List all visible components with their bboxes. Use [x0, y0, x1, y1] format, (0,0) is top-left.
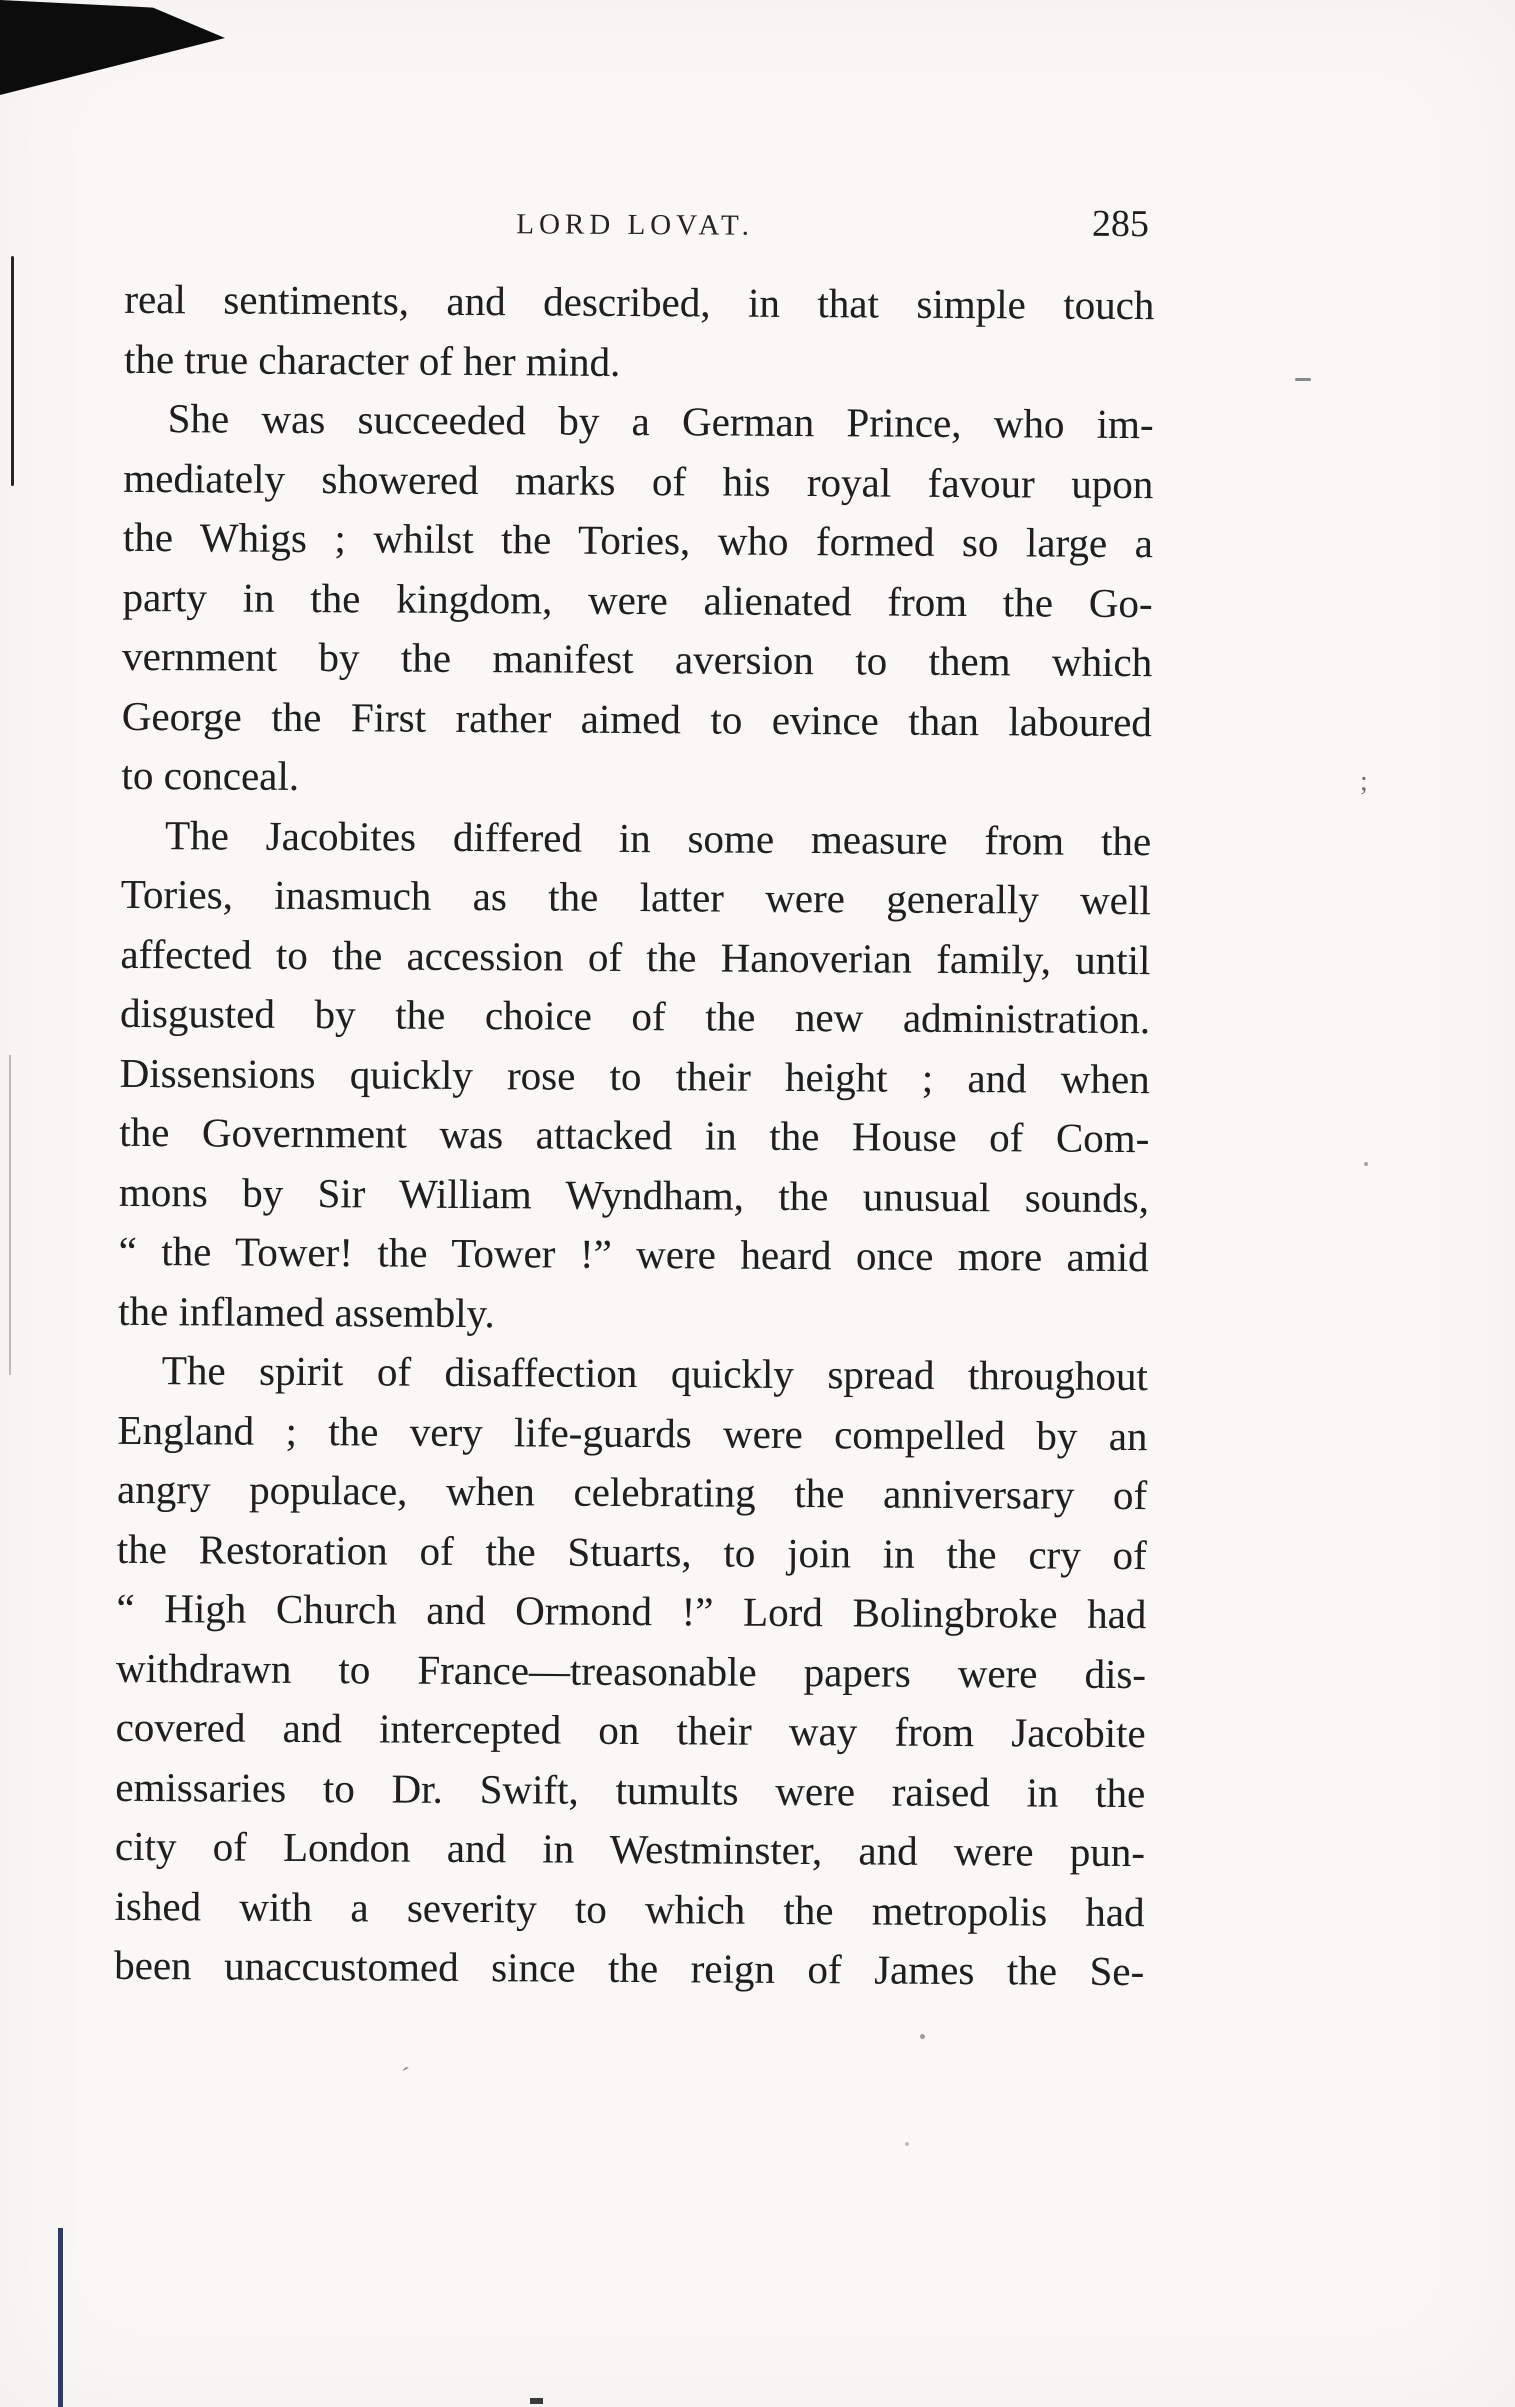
text-line: party in the kingdom, were alienated from the Go- — [122, 573, 1153, 626]
scan-ink-mark-artifact: ; — [1360, 766, 1368, 797]
text-line: the Restoration of the Stuarts, to join in the cry of — [116, 1525, 1147, 1578]
text-line: The Jacobites differed in some measure from the — [165, 811, 1152, 864]
text-line: She was succeeded by a German Prince, who im- — [167, 395, 1154, 448]
text-line: withdrawn to France—treasonable papers were dis- — [115, 1644, 1147, 1697]
scan-blue-line-artifact — [58, 2228, 63, 2407]
text-line: “ the Tower! the Tower !” were heard once more amid — [118, 1227, 1149, 1281]
text-line: real sentiments, and described, in that simple touch — [124, 275, 1155, 329]
page-number: 285 — [1091, 202, 1150, 246]
text-line: the Government was attacked in the House of Com- — [119, 1108, 1150, 1162]
text-line: angry populace, when celebrating the anniversary of — [117, 1465, 1148, 1519]
text-line: Dissensions quickly rose to their height ; and when — [119, 1049, 1150, 1102]
text-line: emissaries to Dr. Swift, tumults were raised in the — [115, 1763, 1146, 1816]
text-line: ished with a severity to which the metropolis had — [114, 1882, 1145, 1935]
page-header — [125, 202, 1155, 252]
text-line: covered and intercepted on their way from Jacobite — [115, 1703, 1146, 1757]
text-line: “ High Church and Ormond !” Lord Bolingbroke had — [116, 1584, 1147, 1638]
text-line: the inflamed assembly. — [118, 1287, 495, 1336]
text-line: disgusted by the choice of the new administration. — [119, 989, 1151, 1043]
paragraph — [121, 389, 1154, 812]
text-line: vernment by the manifest aversion to them which — [122, 632, 1153, 686]
paragraph — [118, 805, 1151, 1347]
text-line: mons by Sir William Wyndham, the unusual sounds, — [118, 1168, 1150, 1221]
scan-margin-line-artifact — [9, 1055, 11, 1375]
page-text — [114, 270, 1155, 2002]
text-line: George the First rather aimed to evince than laboured — [121, 692, 1152, 745]
running-header: LORD LOVAT. — [516, 208, 755, 242]
scan-speck-artifact — [1364, 1162, 1368, 1166]
text-line: the true character of her mind. — [123, 335, 621, 385]
text-line: to conceal. — [121, 751, 300, 799]
scan-speck-artifact — [905, 2142, 909, 2146]
page-content — [114, 202, 1155, 2002]
scan-margin-line-artifact — [11, 256, 14, 486]
scan-speck-artifact — [920, 2034, 925, 2039]
scan-speck-artifact — [1295, 378, 1311, 381]
text-line: city of London and in Westminster, and were pun- — [114, 1822, 1146, 1876]
paragraph — [114, 1341, 1148, 2002]
scan-speck-artifact — [530, 2398, 543, 2404]
paragraph — [124, 270, 1155, 395]
scan-ink-mark-artifact: ´ — [398, 2061, 411, 2092]
text-line: the Whigs ; whilst the Tories, who formed so large a — [122, 513, 1154, 567]
text-line: affected to the accession of the Hanoverian family, until — [120, 930, 1151, 983]
text-line: The spirit of disaffection quickly spread throughout — [161, 1347, 1148, 1400]
scan-corner-fold-artifact — [0, 0, 225, 95]
text-line: England ; the very life-guards were compelled by an — [117, 1406, 1148, 1459]
text-line: mediately showered marks of his royal favour upon — [123, 454, 1154, 507]
text-line: Tories, inasmuch as the latter were generally well — [120, 870, 1151, 924]
text-line: been unaccustomed since the reign of James the Se- — [114, 1941, 1145, 1995]
